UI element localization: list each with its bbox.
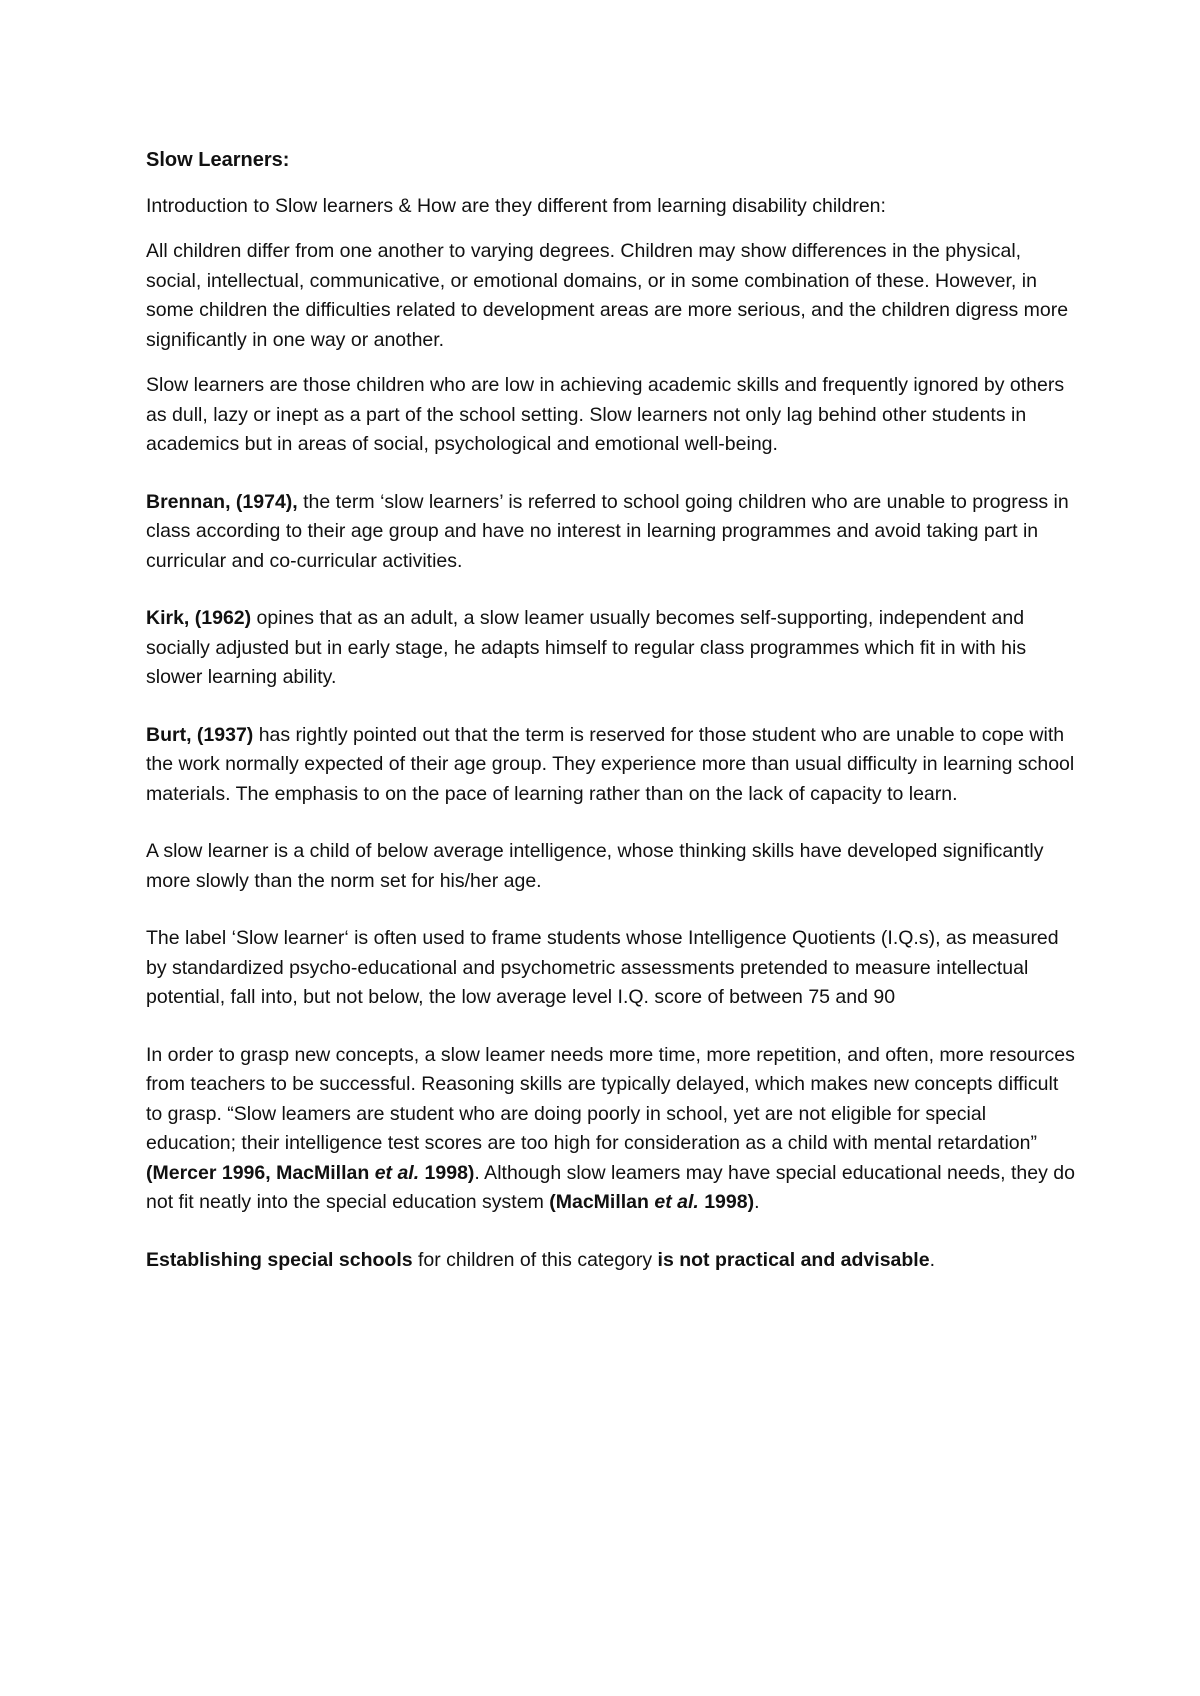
paragraph-concepts	[146, 1041, 1076, 1218]
burt-text: has rightly pointed out that the term is reserved for those student who are unable to cope with the work normally expected of their age group. They experience more than usual difficulty in learning school materials. The emphasis to on the pace of learning rather than on the lack of capacity to learn.	[146, 723, 1075, 805]
citation-brennan: Brennan, (1974),	[146, 490, 298, 513]
closing-bold-2: is not practical and advisable	[657, 1248, 930, 1271]
paragraph-closing	[146, 1246, 1076, 1276]
citation-macmillan: (MacMillan et al. 1998)	[549, 1191, 755, 1213]
kirk-text: opines that as an adult, a slow leamer usually becomes self-supporting, independent and socially adjusted but in early stage, he adapts himself to regular class programmes which fit in with his slower learning ability.	[146, 607, 1027, 688]
paragraph-differences: All children differ from one another to varying degrees. Children may show differences in the physical, social, intellectual, communicative, or emotional domains, or in some combination of these. However, in some children the difficulties related to development areas are more serious, and the children digress more significantly in one way or another.	[146, 240, 1069, 351]
intro-heading: Introduction to Slow learners & How are they different from learning disability children:	[146, 194, 886, 217]
paragraph-kirk	[146, 604, 1076, 693]
citation-burt: Burt, (1937)	[146, 723, 254, 746]
concepts-text-2: . Although slow leamers may have special educational needs, they do not fit neatly into the special education system	[146, 1161, 1075, 1213]
closing-mid: for children of this category	[412, 1248, 658, 1271]
concepts-text-3: .	[754, 1191, 760, 1213]
document-body	[146, 146, 1076, 1291]
closing-end: .	[929, 1248, 935, 1271]
paragraph-slow-learners: Slow learners are those children who are low in achieving academic skills and frequently ignored by others as dull, lazy or inept as a part of the school setting. Slow learners not only lag behind other students in academics but in areas of social, psychological and emotional well-being.	[146, 374, 1065, 455]
concepts-text-1: In order to grasp new concepts, a slow leamer needs more time, more repetition, and often, more resources from teachers to be successful. Reasoning skills are typically delayed, which makes new concepts difficult to grasp. “Slow leamers are student who are doing poorly in school, yet are not eligible for special education; their intelligence test scores are too high for consideration as a child with mental retardation”	[146, 1043, 1075, 1154]
paragraph-definition: A slow learner is a child of below average intelligence, whose thinking skills have developed significantly more slowly than the norm set for his/her age.	[146, 840, 1044, 892]
paragraph-brennan	[146, 488, 1076, 577]
brennan-text: the term ‘slow learners’ is referred to school going children who are unable to progress in class according to their age group and have no interest in learning programmes and avoid taking part in curricular and co-curricular activities.	[146, 490, 1069, 572]
citation-mercer: (Mercer 1996, MacMillan et al. 1998)	[146, 1161, 475, 1184]
paragraph-label: The label ‘Slow learner‘ is often used to frame students whose Intelligence Quotients (I.Q.s), as measured by standardized psycho-educational and psychometric assessments pretended to measure intellectual potential, fall into, but not below, the low average level I.Q. score of between 75 and 90	[146, 927, 1059, 1008]
document-title: Slow Learners:	[146, 149, 290, 171]
paragraph-burt	[146, 721, 1076, 810]
closing-bold-1: Establishing special schools	[146, 1248, 413, 1271]
citation-kirk: Kirk, (1962)	[146, 607, 252, 629]
